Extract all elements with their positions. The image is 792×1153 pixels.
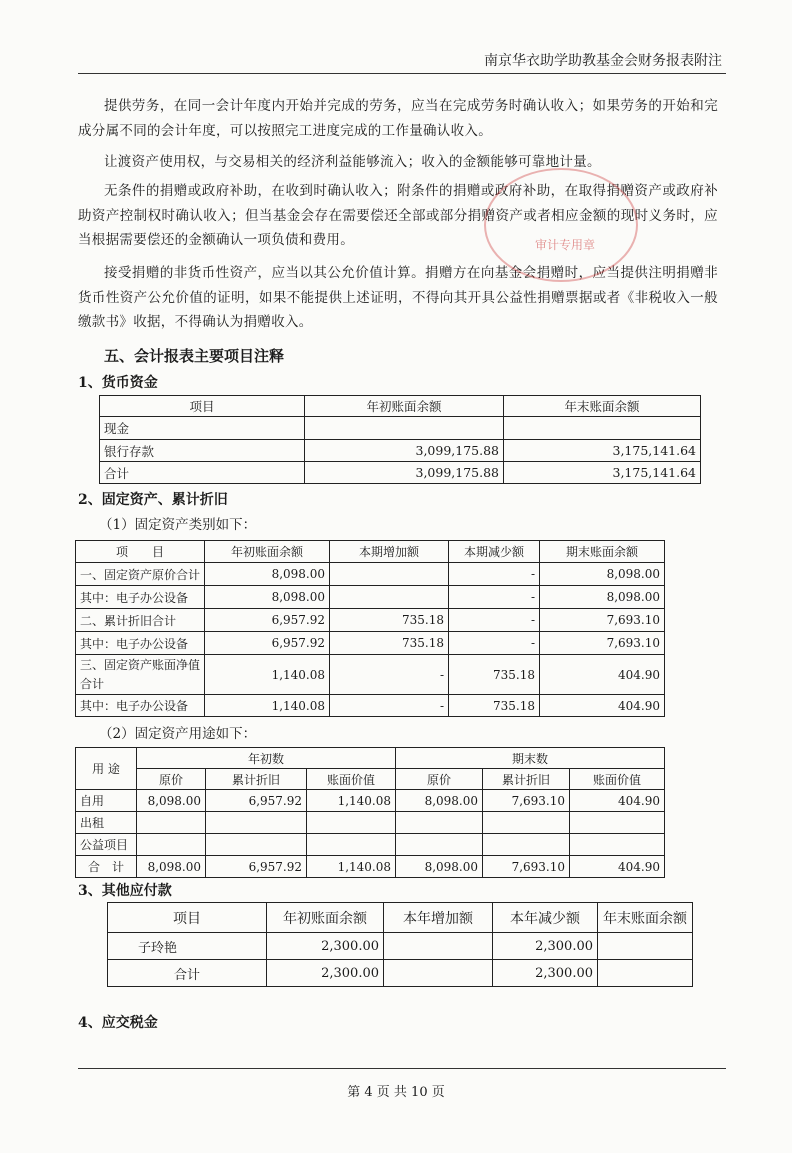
fa-cell: 7,693.10: [540, 632, 665, 655]
payable-cell: 2,300.00: [493, 960, 598, 987]
use-cell: 1,140.08: [307, 790, 396, 812]
table-row: [76, 856, 665, 878]
cash-cell: [305, 417, 504, 440]
fa-header: 本期减少额: [449, 541, 540, 563]
use-cell: 6,957.92: [206, 856, 307, 878]
table-row: [76, 563, 665, 586]
payable-header: 年末账面余额: [598, 903, 693, 933]
use-cell: 8,098.00: [137, 856, 206, 878]
use-header-purpose: 用 途: [76, 748, 137, 790]
payable-cell: [384, 960, 493, 987]
report-header-title: 南京华衣助学助教基金会财务报表附注: [484, 53, 722, 69]
cash-title: 1、货币资金: [78, 375, 158, 391]
use-col-header: 原价: [137, 769, 206, 790]
fa-cell: [330, 586, 449, 609]
fa-cell: 404.90: [540, 655, 665, 695]
use-col-header: 原价: [396, 769, 483, 790]
payable-header: 本年增加额: [384, 903, 493, 933]
table-row: [100, 462, 701, 484]
fa-cell: 6,957.92: [205, 632, 330, 655]
use-header-end: 期末数: [396, 748, 665, 769]
use-col-header: 累计折旧: [206, 769, 307, 790]
fa-header: 本期增加额: [330, 541, 449, 563]
fa-cell: 其中：电子办公设备: [76, 632, 205, 655]
fa-cell: 其中：电子办公设备: [76, 695, 205, 717]
use-cell: 1,140.08: [307, 856, 396, 878]
payable-cell: [384, 933, 493, 960]
fa-cell: 其中：电子办公设备: [76, 586, 205, 609]
page-number: 第 4 页 共 10 页: [347, 1085, 445, 1100]
fa-cell: 二、累计折旧合计: [76, 609, 205, 632]
fa-cell: -: [330, 655, 449, 695]
cash-cell: [504, 417, 701, 440]
use-cell: 404.90: [570, 856, 665, 878]
cash-cell: 3,099,175.88: [305, 440, 504, 462]
fa-cell: 8,098.00: [205, 586, 330, 609]
cash-table: [99, 395, 701, 484]
fixed-assets-title: 2、固定资产、累计折旧: [78, 492, 228, 508]
payable-cell: [598, 933, 693, 960]
payable-cell: 合计: [108, 960, 267, 987]
fa-cell: -: [449, 586, 540, 609]
use-cell: 8,098.00: [396, 856, 483, 878]
fa-cell: -: [449, 609, 540, 632]
table-row: [108, 933, 693, 960]
use-cell: 404.90: [570, 790, 665, 812]
table-row: [76, 695, 665, 717]
fixed-assets-subtitle-2: （2）固定资产用途如下：: [99, 726, 257, 742]
tax-title: 4、应交税金: [78, 1015, 158, 1031]
use-cell: 8,098.00: [137, 790, 206, 812]
use-cell: 公益项目: [76, 834, 137, 856]
fa-cell: 735.18: [449, 655, 540, 695]
table-row: [76, 586, 665, 609]
cash-cell: 3,099,175.88: [305, 462, 504, 484]
fa-cell: 8,098.00: [540, 563, 665, 586]
cash-cell: 3,175,141.64: [504, 462, 701, 484]
fa-header: 项 目: [76, 541, 205, 563]
fa-cell: 735.18: [449, 695, 540, 717]
cash-header: 年末账面余额: [504, 396, 701, 417]
fixed-assets-subtitle-1: （1）固定资产类别如下：: [99, 517, 257, 533]
use-cell: 7,693.10: [483, 790, 570, 812]
fa-cell: 三、固定资产账面净值合计: [76, 655, 205, 695]
use-cell: 合 计: [76, 856, 137, 878]
fa-cell: 一、固定资产原价合计: [76, 563, 205, 586]
fa-cell: 735.18: [330, 632, 449, 655]
table-row: [76, 812, 665, 834]
paragraph-services: 提供劳务，在同一会计年度内开始并完成的劳务，应当在完成劳务时确认收入；如果劳务的开始和完成分属不同的会计年度，可以按照完工进度完成的工作量确认收入。: [78, 98, 718, 139]
use-col-header: 账面价值: [570, 769, 665, 790]
fa-cell: 735.18: [330, 609, 449, 632]
table-row: [76, 834, 665, 856]
fixed-assets-category-table: [75, 540, 665, 717]
use-cell: 自用: [76, 790, 137, 812]
payable-cell: 子玲艳: [108, 933, 267, 960]
payable-header: 年初账面余额: [267, 903, 384, 933]
paragraph-asset-use: 让渡资产使用权，与交易相关的经济利益能够流入；收入的金额能够可靠地计量。: [104, 154, 601, 170]
cash-cell: 3,175,141.64: [504, 440, 701, 462]
cash-cell: 现金: [100, 417, 305, 440]
fa-header: 年初账面余额: [205, 541, 330, 563]
table-row: [100, 440, 701, 462]
payables-title: 3、其他应付款: [78, 883, 172, 899]
fixed-assets-use-table: [75, 747, 665, 878]
fa-cell: 6,957.92: [205, 609, 330, 632]
payable-cell: [598, 960, 693, 987]
table-row: [76, 609, 665, 632]
use-cell: 7,693.10: [483, 856, 570, 878]
fa-cell: 8,098.00: [205, 563, 330, 586]
fa-cell: [330, 563, 449, 586]
fa-cell: -: [330, 695, 449, 717]
table-row: [76, 790, 665, 812]
audit-seal: [484, 168, 638, 282]
fa-cell: 1,140.08: [205, 655, 330, 695]
fa-cell: -: [449, 563, 540, 586]
section-5-title: 五、会计报表主要项目注释: [104, 347, 285, 365]
payable-cell: 2,300.00: [267, 933, 384, 960]
payables-table: [107, 902, 693, 987]
use-cell: 6,957.92: [206, 790, 307, 812]
payable-header: 本年减少额: [493, 903, 598, 933]
table-row: [76, 655, 665, 695]
cash-cell: 合计: [100, 462, 305, 484]
paragraph-donations: 无条件的捐赠或政府补助，在收到时确认收入；附条件的捐赠或政府补助，在取得捐赠资产或政府补助资产控制权时确认收入；但当基金会存在需要偿还全部或部分捐赠资产或者相应金额的现时义务时，应当根据需要偿还的金额确认一项负债和费用。: [78, 183, 718, 248]
use-cell: 8,098.00: [396, 790, 483, 812]
footer-rule: [78, 1068, 726, 1069]
table-row: [108, 960, 693, 987]
table-row: [76, 632, 665, 655]
fa-cell: 8,098.00: [540, 586, 665, 609]
use-cell: 出租: [76, 812, 137, 834]
fa-cell: 1,140.08: [205, 695, 330, 717]
audit-seal-text: 审计专用章: [535, 238, 596, 252]
cash-header: 项目: [100, 396, 305, 417]
payable-header: 项目: [108, 903, 267, 933]
paragraph-noncash: 接受捐赠的非货币性资产，应当以其公允价值计算。捐赠方在向基金会捐赠时，应当提供注明捐赠非货币性资产公允价值的证明，如果不能提供上述证明，不得向其开具公益性捐赠票据或者《非税收入一般缴款书》收据，不得确认为捐赠收入。: [78, 265, 718, 330]
fa-cell: 404.90: [540, 695, 665, 717]
use-col-header: 累计折旧: [483, 769, 570, 790]
fa-cell: -: [449, 632, 540, 655]
fa-cell: 7,693.10: [540, 609, 665, 632]
table-row: [100, 417, 701, 440]
header-rule: [78, 73, 726, 74]
fa-header: 期末账面余额: [540, 541, 665, 563]
use-header-begin: 年初数: [137, 748, 396, 769]
payable-cell: 2,300.00: [493, 933, 598, 960]
use-col-header: 账面价值: [307, 769, 396, 790]
cash-header: 年初账面余额: [305, 396, 504, 417]
cash-cell: 银行存款: [100, 440, 305, 462]
payable-cell: 2,300.00: [267, 960, 384, 987]
